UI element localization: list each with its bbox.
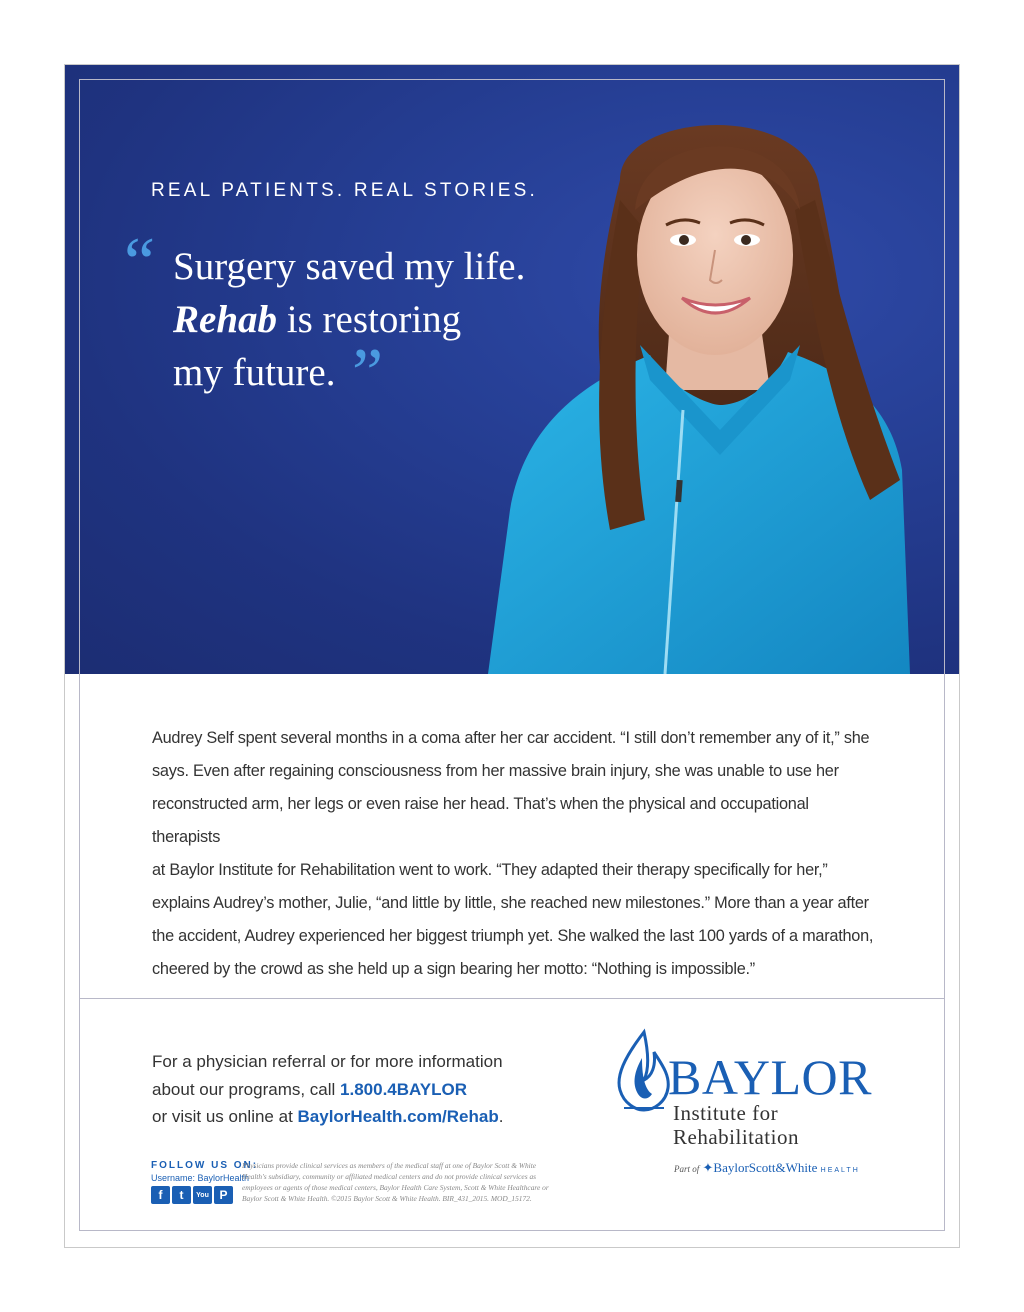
pinterest-icon[interactable]: P	[214, 1186, 233, 1204]
story-line: cheered by the crowd as she held up a sign bearing her motto: “Nothing is impossible.”	[152, 960, 755, 978]
story-line: at Baylor Institute for Rehabilitation went to work. “They adapted their therapy specifically for her,”	[152, 861, 828, 879]
follow-us-label: FOLLOW US ON:	[151, 1160, 259, 1171]
website-link[interactable]: BaylorHealth.com/Rehab	[297, 1107, 499, 1126]
quote-line-2-rest: is restoring	[277, 298, 462, 341]
contact-line-2	[152, 1076, 503, 1104]
institute-line-1: Institute for	[673, 1101, 779, 1125]
patient-portrait	[470, 90, 930, 674]
story-line: says. Even after regaining consciousness from her massive brain injury, she was unable to use her	[152, 762, 839, 780]
hero-quote	[173, 240, 525, 399]
health-label: HEALTH	[820, 1167, 860, 1174]
tagline: REAL PATIENTS. REAL STORIES.	[151, 180, 538, 201]
quote-emphasis: Rehab	[173, 298, 278, 341]
contact-line-1: For a physician referral or for more information	[152, 1052, 503, 1071]
story-line: reconstructed arm, her legs or even raise her head. That’s when the physical and occupational therapists	[152, 795, 809, 846]
story-line: Audrey Self spent several months in a coma after her car accident. “I still don’t remember any of it,” she	[152, 729, 870, 747]
quote-line-2	[173, 293, 525, 346]
phone-number[interactable]: 1.800.4BAYLOR	[340, 1079, 467, 1099]
institute-line-2: Rehabilitation	[673, 1125, 799, 1149]
part-of-line	[674, 1160, 860, 1176]
close-quote-mark: ”	[352, 335, 384, 412]
facebook-icon[interactable]: f	[151, 1186, 170, 1204]
social-icons	[151, 1186, 233, 1204]
social-username: Username: BaylorHealth	[151, 1173, 250, 1183]
parent-brand: BaylorScott&White	[713, 1160, 818, 1175]
story-paragraph	[152, 722, 874, 986]
quote-line-1: Surgery saved my life.	[173, 245, 526, 288]
part-of-label: Part of	[674, 1164, 700, 1174]
youtube-icon[interactable]: You	[193, 1186, 212, 1204]
open-quote-mark: “	[124, 224, 156, 301]
section-divider	[80, 998, 944, 999]
story-line: explains Audrey’s mother, Julie, “and little by little, she reached new milestones.” More than a year after	[152, 894, 869, 912]
contact-line-2-text: about our programs, call	[152, 1079, 341, 1099]
contact-period: .	[498, 1107, 504, 1126]
contact-info	[152, 1048, 503, 1131]
baylor-logo-text: BAYLOR	[668, 1049, 872, 1105]
contact-line-3	[152, 1103, 503, 1131]
contact-line-3-text: or visit us online at	[152, 1107, 298, 1126]
legal-disclaimer: Physicians provide clinical services as members of the medical staff at one of Baylor Scott & White Health's subsidiary, community or affiliated medical centers and do not provide clinical services as employees or agents of those medical centers, Baylor Health Care System, Scott & White Healthcare or Baylor Scott & White Health. ©2015 Baylor Scott & White Health. BIR_431_2015. MOD_15172.	[242, 1161, 549, 1203]
story-line: the accident, Audrey experienced her biggest triumph yet. She walked the last 100 yards of a marathon,	[152, 927, 874, 945]
twitter-icon[interactable]: t	[172, 1186, 191, 1204]
quote-line-3: my future.	[173, 351, 336, 394]
cross-icon: ✦	[702, 1160, 714, 1175]
baylor-flame-icon	[614, 1028, 674, 1114]
